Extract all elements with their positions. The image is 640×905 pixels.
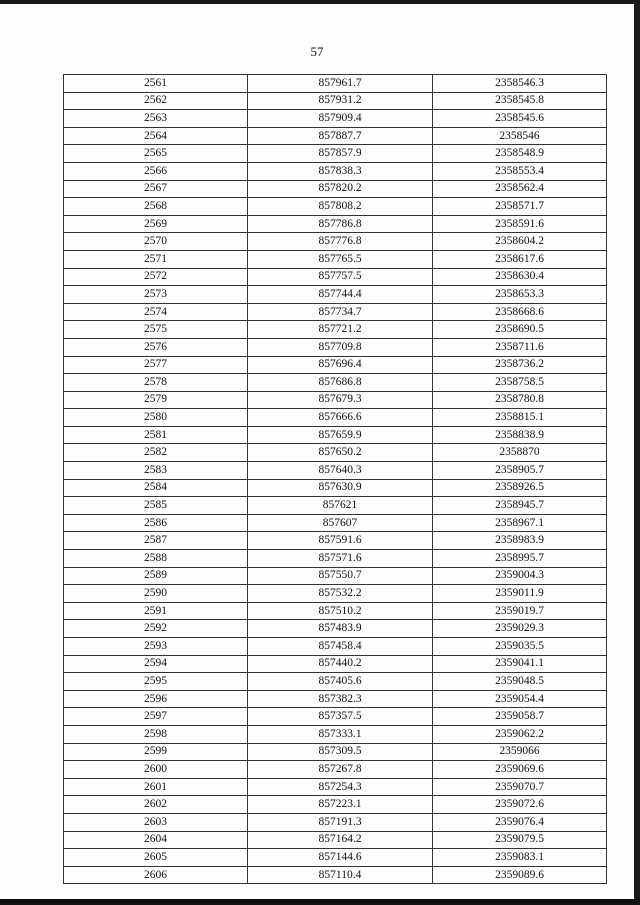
x-coordinate-cell: 857621 <box>248 497 433 515</box>
table-row <box>64 462 607 480</box>
x-coordinate-cell: 857820.2 <box>248 180 433 198</box>
table-row <box>64 620 607 638</box>
x-coordinate-cell: 857144.6 <box>248 849 433 867</box>
y-coordinate-cell: 2359066 <box>433 743 607 761</box>
table-row <box>64 585 607 603</box>
table-row <box>64 690 607 708</box>
y-coordinate-cell: 2359004.3 <box>433 567 607 585</box>
point-number-cell: 2606 <box>64 866 248 884</box>
y-coordinate-cell: 2359011.9 <box>433 585 607 603</box>
point-number-cell: 2579 <box>64 391 248 409</box>
y-coordinate-cell: 2358548.9 <box>433 145 607 163</box>
table-row <box>64 638 607 656</box>
y-coordinate-cell: 2359054.4 <box>433 690 607 708</box>
y-coordinate-cell: 2359083.1 <box>433 849 607 867</box>
table-row <box>64 866 607 884</box>
point-number-cell: 2563 <box>64 110 248 128</box>
table-row <box>64 356 607 374</box>
table-row <box>64 250 607 268</box>
point-number-cell: 2581 <box>64 426 248 444</box>
point-number-cell: 2601 <box>64 778 248 796</box>
y-coordinate-cell: 2358905.7 <box>433 462 607 480</box>
point-number-cell: 2586 <box>64 514 248 532</box>
y-coordinate-cell: 2358838.9 <box>433 426 607 444</box>
point-number-cell: 2565 <box>64 145 248 163</box>
point-number-cell: 2578 <box>64 374 248 392</box>
y-coordinate-cell: 2359089.6 <box>433 866 607 884</box>
x-coordinate-cell: 857757.5 <box>248 268 433 286</box>
table-row <box>64 725 607 743</box>
table-row <box>64 514 607 532</box>
table-row <box>64 813 607 831</box>
table-row <box>64 831 607 849</box>
y-coordinate-cell: 2359070.7 <box>433 778 607 796</box>
x-coordinate-cell: 857550.7 <box>248 567 433 585</box>
table-row <box>64 796 607 814</box>
point-number-cell: 2605 <box>64 849 248 867</box>
x-coordinate-cell: 857571.6 <box>248 550 433 568</box>
point-number-cell: 2576 <box>64 338 248 356</box>
point-number-cell: 2588 <box>64 550 248 568</box>
scan-border <box>0 899 640 905</box>
table-row <box>64 708 607 726</box>
x-coordinate-cell: 857931.2 <box>248 92 433 110</box>
y-coordinate-cell: 2358995.7 <box>433 550 607 568</box>
x-coordinate-cell: 857510.2 <box>248 602 433 620</box>
x-coordinate-cell: 857709.8 <box>248 338 433 356</box>
y-coordinate-cell: 2359072.6 <box>433 796 607 814</box>
y-coordinate-cell: 2358668.6 <box>433 303 607 321</box>
y-coordinate-cell: 2358546 <box>433 127 607 145</box>
x-coordinate-cell: 857808.2 <box>248 198 433 216</box>
y-coordinate-cell: 2359076.4 <box>433 813 607 831</box>
point-number-cell: 2567 <box>64 180 248 198</box>
table-row <box>64 321 607 339</box>
y-coordinate-cell: 2358562.4 <box>433 180 607 198</box>
point-number-cell: 2593 <box>64 638 248 656</box>
point-number-cell: 2583 <box>64 462 248 480</box>
coordinates-table-body <box>64 75 607 884</box>
y-coordinate-cell: 2358604.2 <box>433 233 607 251</box>
x-coordinate-cell: 857909.4 <box>248 110 433 128</box>
point-number-cell: 2572 <box>64 268 248 286</box>
y-coordinate-cell: 2358630.4 <box>433 268 607 286</box>
x-coordinate-cell: 857696.4 <box>248 356 433 374</box>
y-coordinate-cell: 2358983.9 <box>433 532 607 550</box>
y-coordinate-cell: 2358815.1 <box>433 409 607 427</box>
x-coordinate-cell: 857765.5 <box>248 250 433 268</box>
x-coordinate-cell: 857640.3 <box>248 462 433 480</box>
table-row <box>64 761 607 779</box>
x-coordinate-cell: 857679.3 <box>248 391 433 409</box>
point-number-cell: 2582 <box>64 444 248 462</box>
table-row <box>64 743 607 761</box>
point-number-cell: 2585 <box>64 497 248 515</box>
point-number-cell: 2603 <box>64 813 248 831</box>
y-coordinate-cell: 2359019.7 <box>433 602 607 620</box>
table-row <box>64 145 607 163</box>
y-coordinate-cell: 2359035.5 <box>433 638 607 656</box>
x-coordinate-cell: 857382.3 <box>248 690 433 708</box>
y-coordinate-cell: 2359029.3 <box>433 620 607 638</box>
x-coordinate-cell: 857458.4 <box>248 638 433 656</box>
y-coordinate-cell: 2358780.8 <box>433 391 607 409</box>
table-row <box>64 110 607 128</box>
point-number-cell: 2561 <box>64 75 248 93</box>
x-coordinate-cell: 857666.6 <box>248 409 433 427</box>
table-row <box>64 233 607 251</box>
x-coordinate-cell: 857721.2 <box>248 321 433 339</box>
table-row <box>64 374 607 392</box>
table-row <box>64 409 607 427</box>
point-number-cell: 2568 <box>64 198 248 216</box>
x-coordinate-cell: 857887.7 <box>248 127 433 145</box>
point-number-cell: 2570 <box>64 233 248 251</box>
point-number-cell: 2590 <box>64 585 248 603</box>
x-coordinate-cell: 857857.9 <box>248 145 433 163</box>
x-coordinate-cell: 857483.9 <box>248 620 433 638</box>
table-row <box>64 602 607 620</box>
x-coordinate-cell: 857607 <box>248 514 433 532</box>
y-coordinate-cell: 2358870 <box>433 444 607 462</box>
table-row <box>64 444 607 462</box>
x-coordinate-cell: 857591.6 <box>248 532 433 550</box>
y-coordinate-cell: 2358545.8 <box>433 92 607 110</box>
table-row <box>64 532 607 550</box>
x-coordinate-cell: 857776.8 <box>248 233 433 251</box>
table-row <box>64 673 607 691</box>
table-row <box>64 426 607 444</box>
y-coordinate-cell: 2358711.6 <box>433 338 607 356</box>
table-row <box>64 479 607 497</box>
y-coordinate-cell: 2358736.2 <box>433 356 607 374</box>
y-coordinate-cell: 2358967.1 <box>433 514 607 532</box>
x-coordinate-cell: 857164.2 <box>248 831 433 849</box>
point-number-cell: 2575 <box>64 321 248 339</box>
x-coordinate-cell: 857110.4 <box>248 866 433 884</box>
table-row <box>64 180 607 198</box>
y-coordinate-cell: 2358758.5 <box>433 374 607 392</box>
y-coordinate-cell: 2359069.6 <box>433 761 607 779</box>
y-coordinate-cell: 2358617.6 <box>433 250 607 268</box>
point-number-cell: 2597 <box>64 708 248 726</box>
x-coordinate-cell: 857961.7 <box>248 75 433 93</box>
point-number-cell: 2566 <box>64 162 248 180</box>
y-coordinate-cell: 2359041.1 <box>433 655 607 673</box>
point-number-cell: 2599 <box>64 743 248 761</box>
point-number-cell: 2573 <box>64 286 248 304</box>
y-coordinate-cell: 2358945.7 <box>433 497 607 515</box>
x-coordinate-cell: 857405.6 <box>248 673 433 691</box>
y-coordinate-cell: 2358546.3 <box>433 75 607 93</box>
y-coordinate-cell: 2358545.6 <box>433 110 607 128</box>
y-coordinate-cell: 2358553.4 <box>433 162 607 180</box>
x-coordinate-cell: 857333.1 <box>248 725 433 743</box>
x-coordinate-cell: 857686.8 <box>248 374 433 392</box>
point-number-cell: 2564 <box>64 127 248 145</box>
point-number-cell: 2589 <box>64 567 248 585</box>
x-coordinate-cell: 857267.8 <box>248 761 433 779</box>
y-coordinate-cell: 2358591.6 <box>433 215 607 233</box>
page-number: 57 <box>310 44 324 59</box>
x-coordinate-cell: 857786.8 <box>248 215 433 233</box>
point-number-cell: 2587 <box>64 532 248 550</box>
table-row <box>64 497 607 515</box>
x-coordinate-cell: 857357.5 <box>248 708 433 726</box>
table-row <box>64 778 607 796</box>
table-row <box>64 655 607 673</box>
coordinates-table <box>63 74 607 884</box>
x-coordinate-cell: 857630.9 <box>248 479 433 497</box>
x-coordinate-cell: 857838.3 <box>248 162 433 180</box>
x-coordinate-cell: 857659.9 <box>248 426 433 444</box>
x-coordinate-cell: 857309.5 <box>248 743 433 761</box>
x-coordinate-cell: 857744.4 <box>248 286 433 304</box>
y-coordinate-cell: 2358926.5 <box>433 479 607 497</box>
table-row <box>64 127 607 145</box>
y-coordinate-cell: 2359058.7 <box>433 708 607 726</box>
table-row <box>64 268 607 286</box>
table-row <box>64 92 607 110</box>
x-coordinate-cell: 857254.3 <box>248 778 433 796</box>
table-row <box>64 198 607 216</box>
y-coordinate-cell: 2359048.5 <box>433 673 607 691</box>
x-coordinate-cell: 857223.1 <box>248 796 433 814</box>
point-number-cell: 2602 <box>64 796 248 814</box>
x-coordinate-cell: 857191.3 <box>248 813 433 831</box>
x-coordinate-cell: 857440.2 <box>248 655 433 673</box>
table-row <box>64 391 607 409</box>
table-row <box>64 338 607 356</box>
x-coordinate-cell: 857650.2 <box>248 444 433 462</box>
table-row <box>64 303 607 321</box>
y-coordinate-cell: 2358653.3 <box>433 286 607 304</box>
document-page <box>0 4 634 899</box>
point-number-cell: 2569 <box>64 215 248 233</box>
point-number-cell: 2604 <box>64 831 248 849</box>
point-number-cell: 2596 <box>64 690 248 708</box>
point-number-cell: 2592 <box>64 620 248 638</box>
point-number-cell: 2591 <box>64 602 248 620</box>
point-number-cell: 2577 <box>64 356 248 374</box>
point-number-cell: 2595 <box>64 673 248 691</box>
point-number-cell: 2584 <box>64 479 248 497</box>
y-coordinate-cell: 2359062.2 <box>433 725 607 743</box>
table-row <box>64 75 607 93</box>
point-number-cell: 2580 <box>64 409 248 427</box>
point-number-cell: 2594 <box>64 655 248 673</box>
table-row <box>64 567 607 585</box>
point-number-cell: 2600 <box>64 761 248 779</box>
point-number-cell: 2571 <box>64 250 248 268</box>
table-row <box>64 162 607 180</box>
point-number-cell: 2574 <box>64 303 248 321</box>
y-coordinate-cell: 2358571.7 <box>433 198 607 216</box>
table-row <box>64 550 607 568</box>
y-coordinate-cell: 2359079.5 <box>433 831 607 849</box>
table-row <box>64 286 607 304</box>
table-row <box>64 215 607 233</box>
point-number-cell: 2562 <box>64 92 248 110</box>
x-coordinate-cell: 857532.2 <box>248 585 433 603</box>
x-coordinate-cell: 857734.7 <box>248 303 433 321</box>
point-number-cell: 2598 <box>64 725 248 743</box>
y-coordinate-cell: 2358690.5 <box>433 321 607 339</box>
table-row <box>64 849 607 867</box>
